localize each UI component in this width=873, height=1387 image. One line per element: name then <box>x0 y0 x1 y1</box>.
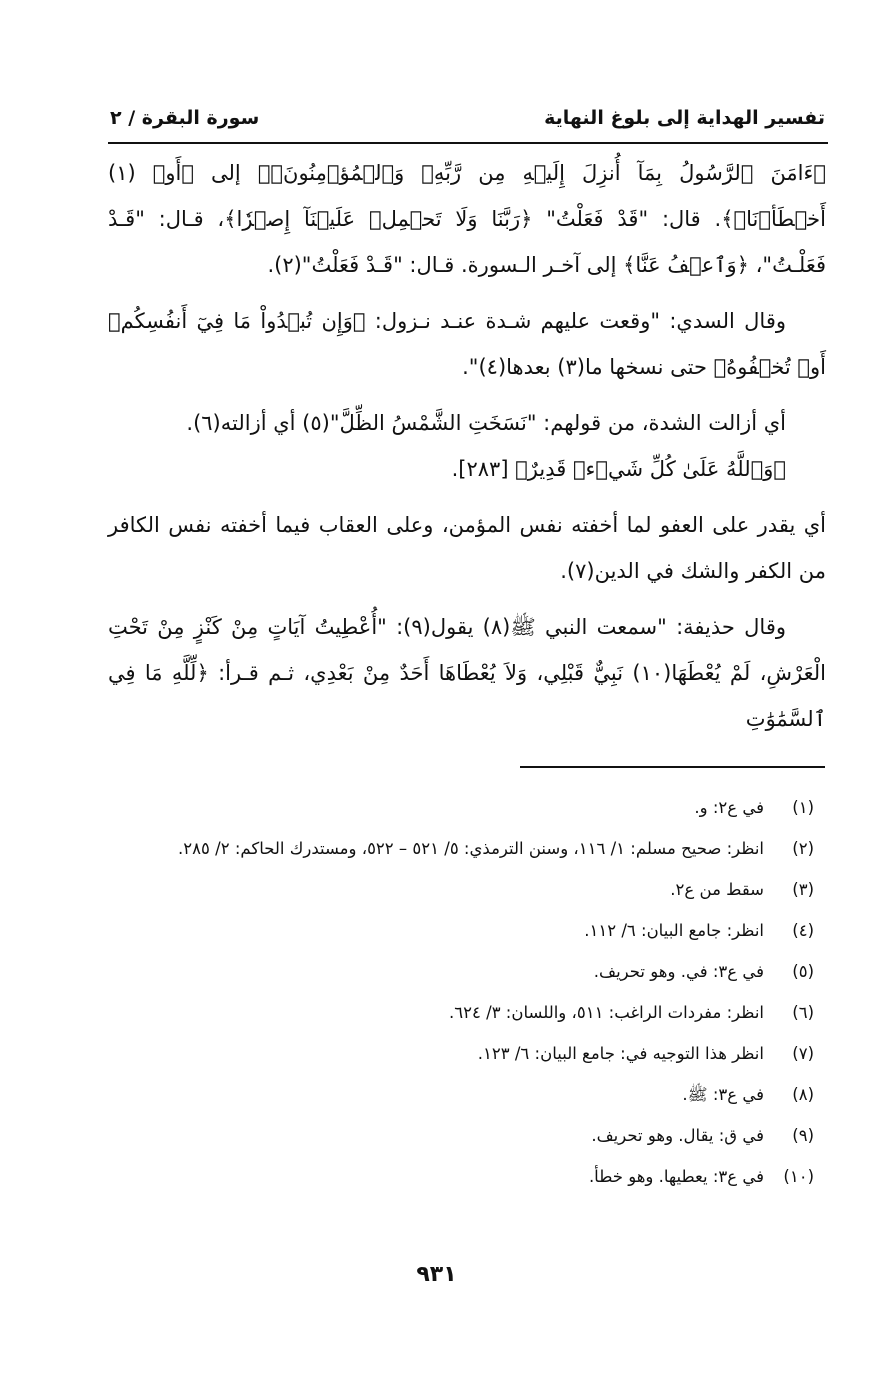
footnote <box>108 954 826 990</box>
footnote-text: انظر: صحيح مسلم: ١/ ١١٦، وسنن الترمذي: ٥/ ٥٢١ – ٥٢٢، ومستدرك الحاكم: ٢/ ٢٨٥. <box>178 839 764 858</box>
footnote <box>108 995 826 1031</box>
verse-paragraph: ﴿وَٱللَّهُ عَلَىٰ كُلِّ شَيۡءٖ قَدِيرٌ﴾ [٢٨٣]. <box>451 457 786 481</box>
paragraph-3: أي أزالت الشدة، من قولهم: "نَسَخَتِ الشَّمْسُ الظِّلَّ"(٥) أي أزالته(٦). <box>186 411 786 435</box>
page-number: ٩٣١ <box>416 1262 457 1287</box>
footnote-number: (٦) <box>792 1003 814 1022</box>
footnote <box>108 1036 826 1072</box>
main-text <box>108 150 826 752</box>
footnote-number: (١٠) <box>783 1167 814 1186</box>
footnote <box>108 913 826 949</box>
footnote-number: (٤) <box>792 921 814 940</box>
header-divider <box>108 142 828 144</box>
paragraph-2: وقال السدي: "وقعت عليهم شـدة عنـد نـزول: ﴿وَإِن تُبۡدُواْ مَا فِيٓ أَنفُسِكُمۡ أَوۡ تُخۡفُوهُ﴾ حتى نسخها ما(٣) بعدها(٤)". <box>108 309 826 379</box>
footnote <box>108 790 826 826</box>
book-title: تفسير الهداية إلى بلوغ النهاية <box>544 107 825 129</box>
footnote-number: (٩) <box>792 1126 814 1145</box>
footnote <box>108 831 826 867</box>
paragraph-5: أي يقدر على العفو لما أخفته نفس المؤمن، وعلى العقاب فيما أخفته نفس الكافر من الكفر والشك في الدين(٧). <box>108 513 826 583</box>
footnote-text: في ع٣: يعطيها. وهو خطأ. <box>588 1167 764 1186</box>
footnote <box>108 872 826 908</box>
footnote <box>108 1159 826 1195</box>
footnote-number: (٢) <box>792 839 814 858</box>
footnote-text: انظر: مفردات الراغب: ٥١١، واللسان: ٣/ ٦٢٤. <box>449 1003 764 1022</box>
footnote-text: سقط من ع٢. <box>670 880 764 899</box>
surah-name: سورة البقرة / ٢ <box>110 107 260 129</box>
footnote-text: في ع٢: و. <box>694 798 764 817</box>
footnote-text: انظر: جامع البيان: ٦/ ١١٢. <box>584 921 764 940</box>
paragraph-1: ﴿ءَامَنَ ٱلرَّسُولُ بِمَآ أُنزِلَ إِلَيۡهِ مِن رَّبِّهِۦ وَٱلۡمُؤۡمِنُونَۚ﴾ إلى ﴿أَوۡ (١) أَخۡطَأۡنَاۚ﴾. قال: "قَدْ فَعَلْتُ" ﴿رَبَّنَا وَلَا تَحۡمِلۡ عَلَيۡنَآ إِصۡرٗا﴾، قـال: "قَـدْ فَعَلْـتُ"، ﴿وَٱعۡفُ عَنَّا﴾ إلى آخـر الـسورة. قـال: "قَـدْ فَعَلْتُ"(٢). <box>108 161 826 277</box>
footnote-number: (٥) <box>792 962 814 981</box>
running-header <box>110 98 825 138</box>
footnote-number: (٣) <box>792 880 814 899</box>
footnote-text: في ع٣: في. وهو تحريف. <box>593 962 764 981</box>
footnote-number: (٧) <box>792 1044 814 1063</box>
footnote-number: (١) <box>792 798 814 817</box>
paragraph-6: وقال حذيفة: "سمعت النبي ﷺ(٨) يقول(٩): "أُعْطِيتُ آيَاتٍ مِنْ كَنْزٍ مِنْ تَحْتِ الْعَرْشِ، لَمْ يُعْطَهَا(١٠) نَبِيٌّ قَبْلِي، وَلاَ يُعْطَاهَا أَحَدٌ مِنْ بَعْدِي، ثـم قـرأ: ﴿لِّلَّهِ مَا فِي ٱلسَّمَٰوَٰتِ <box>108 615 826 731</box>
footnote <box>108 1118 826 1154</box>
footnote-text: في ع٣: ﷺ. <box>682 1085 764 1104</box>
footnote-divider <box>520 766 825 768</box>
footnote <box>108 1077 826 1113</box>
footnote-text: في ق: يقال. وهو تحريف. <box>591 1126 764 1145</box>
footnote-number: (٨) <box>792 1085 814 1104</box>
footnotes <box>108 790 826 1200</box>
footnote-text: انظر هذا التوجيه في: جامع البيان: ٦/ ١٢٣. <box>477 1044 764 1063</box>
